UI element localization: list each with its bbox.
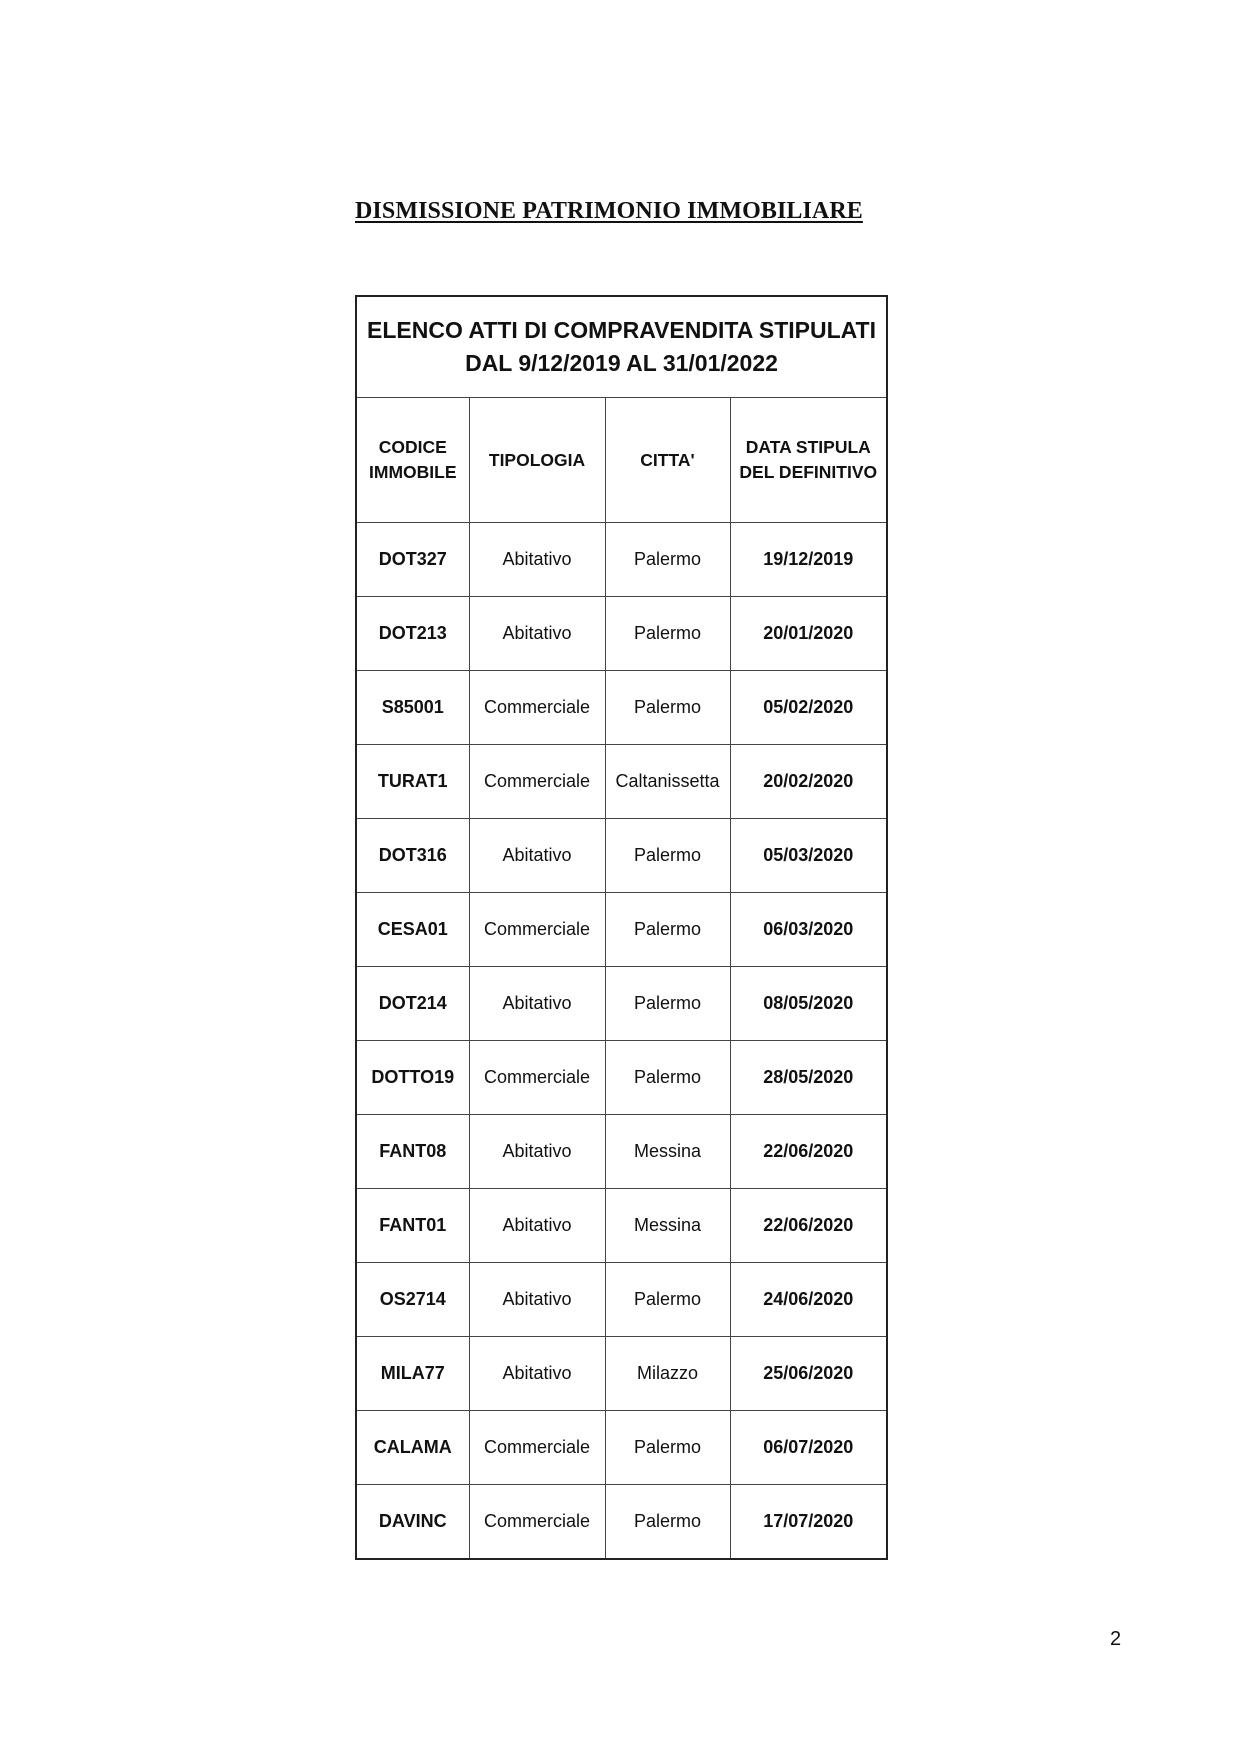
cell-codice: CALAMA [356, 1411, 469, 1485]
page-number: 2 [1110, 1628, 1122, 1650]
cell-citta: Milazzo [605, 1337, 730, 1411]
cell-data-stipula: 20/02/2020 [730, 745, 887, 819]
table-row [356, 819, 887, 893]
cell-tipologia: Commerciale [469, 893, 605, 967]
table-body [356, 523, 887, 1560]
cell-tipologia: Commerciale [469, 1411, 605, 1485]
header-code-line-2: IMMOBILE [369, 462, 457, 482]
cell-citta: Palermo [605, 819, 730, 893]
cell-citta: Messina [605, 1189, 730, 1263]
sales-deeds-table [355, 295, 888, 1560]
header-tipologia: TIPOLOGIA [469, 398, 605, 523]
cell-codice: DAVINC [356, 1485, 469, 1560]
cell-codice: FANT01 [356, 1189, 469, 1263]
header-citta: CITTA' [605, 398, 730, 523]
cell-codice: FANT08 [356, 1115, 469, 1189]
table-row [356, 1041, 887, 1115]
cell-data-stipula: 06/07/2020 [730, 1411, 887, 1485]
table-caption-line-2: DAL 9/12/2019 AL 31/01/2022 [465, 350, 778, 376]
cell-tipologia: Abitativo [469, 523, 605, 597]
table-row [356, 1411, 887, 1485]
cell-data-stipula: 20/01/2020 [730, 597, 887, 671]
cell-tipologia: Abitativo [469, 597, 605, 671]
table-row [356, 1263, 887, 1337]
cell-data-stipula: 17/07/2020 [730, 1485, 887, 1560]
cell-tipologia: Abitativo [469, 819, 605, 893]
table-header-row [356, 398, 887, 523]
cell-tipologia: Commerciale [469, 745, 605, 819]
cell-citta: Palermo [605, 1411, 730, 1485]
cell-citta: Palermo [605, 1041, 730, 1115]
cell-codice: DOTTO19 [356, 1041, 469, 1115]
table-row [356, 597, 887, 671]
cell-data-stipula: 05/02/2020 [730, 671, 887, 745]
header-data-stipula [730, 398, 887, 523]
table-row [356, 1115, 887, 1189]
cell-citta: Palermo [605, 893, 730, 967]
cell-codice: TURAT1 [356, 745, 469, 819]
cell-citta: Palermo [605, 671, 730, 745]
cell-tipologia: Abitativo [469, 1263, 605, 1337]
cell-tipologia: Abitativo [469, 1189, 605, 1263]
cell-codice: OS2714 [356, 1263, 469, 1337]
cell-codice: DOT213 [356, 597, 469, 671]
cell-data-stipula: 22/06/2020 [730, 1189, 887, 1263]
header-date-line-1: DATA STIPULA [745, 437, 871, 457]
table-row [356, 1337, 887, 1411]
cell-tipologia: Commerciale [469, 1485, 605, 1560]
cell-citta: Messina [605, 1115, 730, 1189]
cell-tipologia: Commerciale [469, 671, 605, 745]
header-codice-immobile [356, 398, 469, 523]
table-caption-row [356, 296, 887, 398]
cell-codice: DOT316 [356, 819, 469, 893]
cell-codice: S85001 [356, 671, 469, 745]
cell-citta: Palermo [605, 523, 730, 597]
cell-data-stipula: 24/06/2020 [730, 1263, 887, 1337]
cell-citta: Caltanissetta [605, 745, 730, 819]
table-row [356, 745, 887, 819]
cell-data-stipula: 25/06/2020 [730, 1337, 887, 1411]
cell-tipologia: Abitativo [469, 967, 605, 1041]
table-caption [356, 296, 887, 398]
cell-data-stipula: 06/03/2020 [730, 893, 887, 967]
cell-data-stipula: 05/03/2020 [730, 819, 887, 893]
header-date-line-2: DEL DEFINITIVO [739, 462, 878, 482]
cell-citta: Palermo [605, 967, 730, 1041]
table-row [356, 967, 887, 1041]
cell-codice: DOT214 [356, 967, 469, 1041]
table-caption-line-1: ELENCO ATTI DI COMPRAVENDITA STIPULATI [367, 317, 876, 343]
cell-data-stipula: 08/05/2020 [730, 967, 887, 1041]
cell-data-stipula: 19/12/2019 [730, 523, 887, 597]
table-row [356, 523, 887, 597]
cell-codice: MILA77 [356, 1337, 469, 1411]
cell-codice: DOT327 [356, 523, 469, 597]
table-row [356, 1189, 887, 1263]
table-row [356, 671, 887, 745]
cell-tipologia: Abitativo [469, 1115, 605, 1189]
cell-citta: Palermo [605, 1263, 730, 1337]
cell-data-stipula: 28/05/2020 [730, 1041, 887, 1115]
table-row [356, 893, 887, 967]
document-title: DISMISSIONE PATRIMONIO IMMOBILIARE [355, 198, 863, 224]
cell-codice: CESA01 [356, 893, 469, 967]
cell-data-stipula: 22/06/2020 [730, 1115, 887, 1189]
cell-tipologia: Abitativo [469, 1337, 605, 1411]
table-row [356, 1485, 887, 1560]
cell-citta: Palermo [605, 597, 730, 671]
cell-tipologia: Commerciale [469, 1041, 605, 1115]
header-code-line-1: CODICE [378, 437, 447, 457]
cell-citta: Palermo [605, 1485, 730, 1560]
